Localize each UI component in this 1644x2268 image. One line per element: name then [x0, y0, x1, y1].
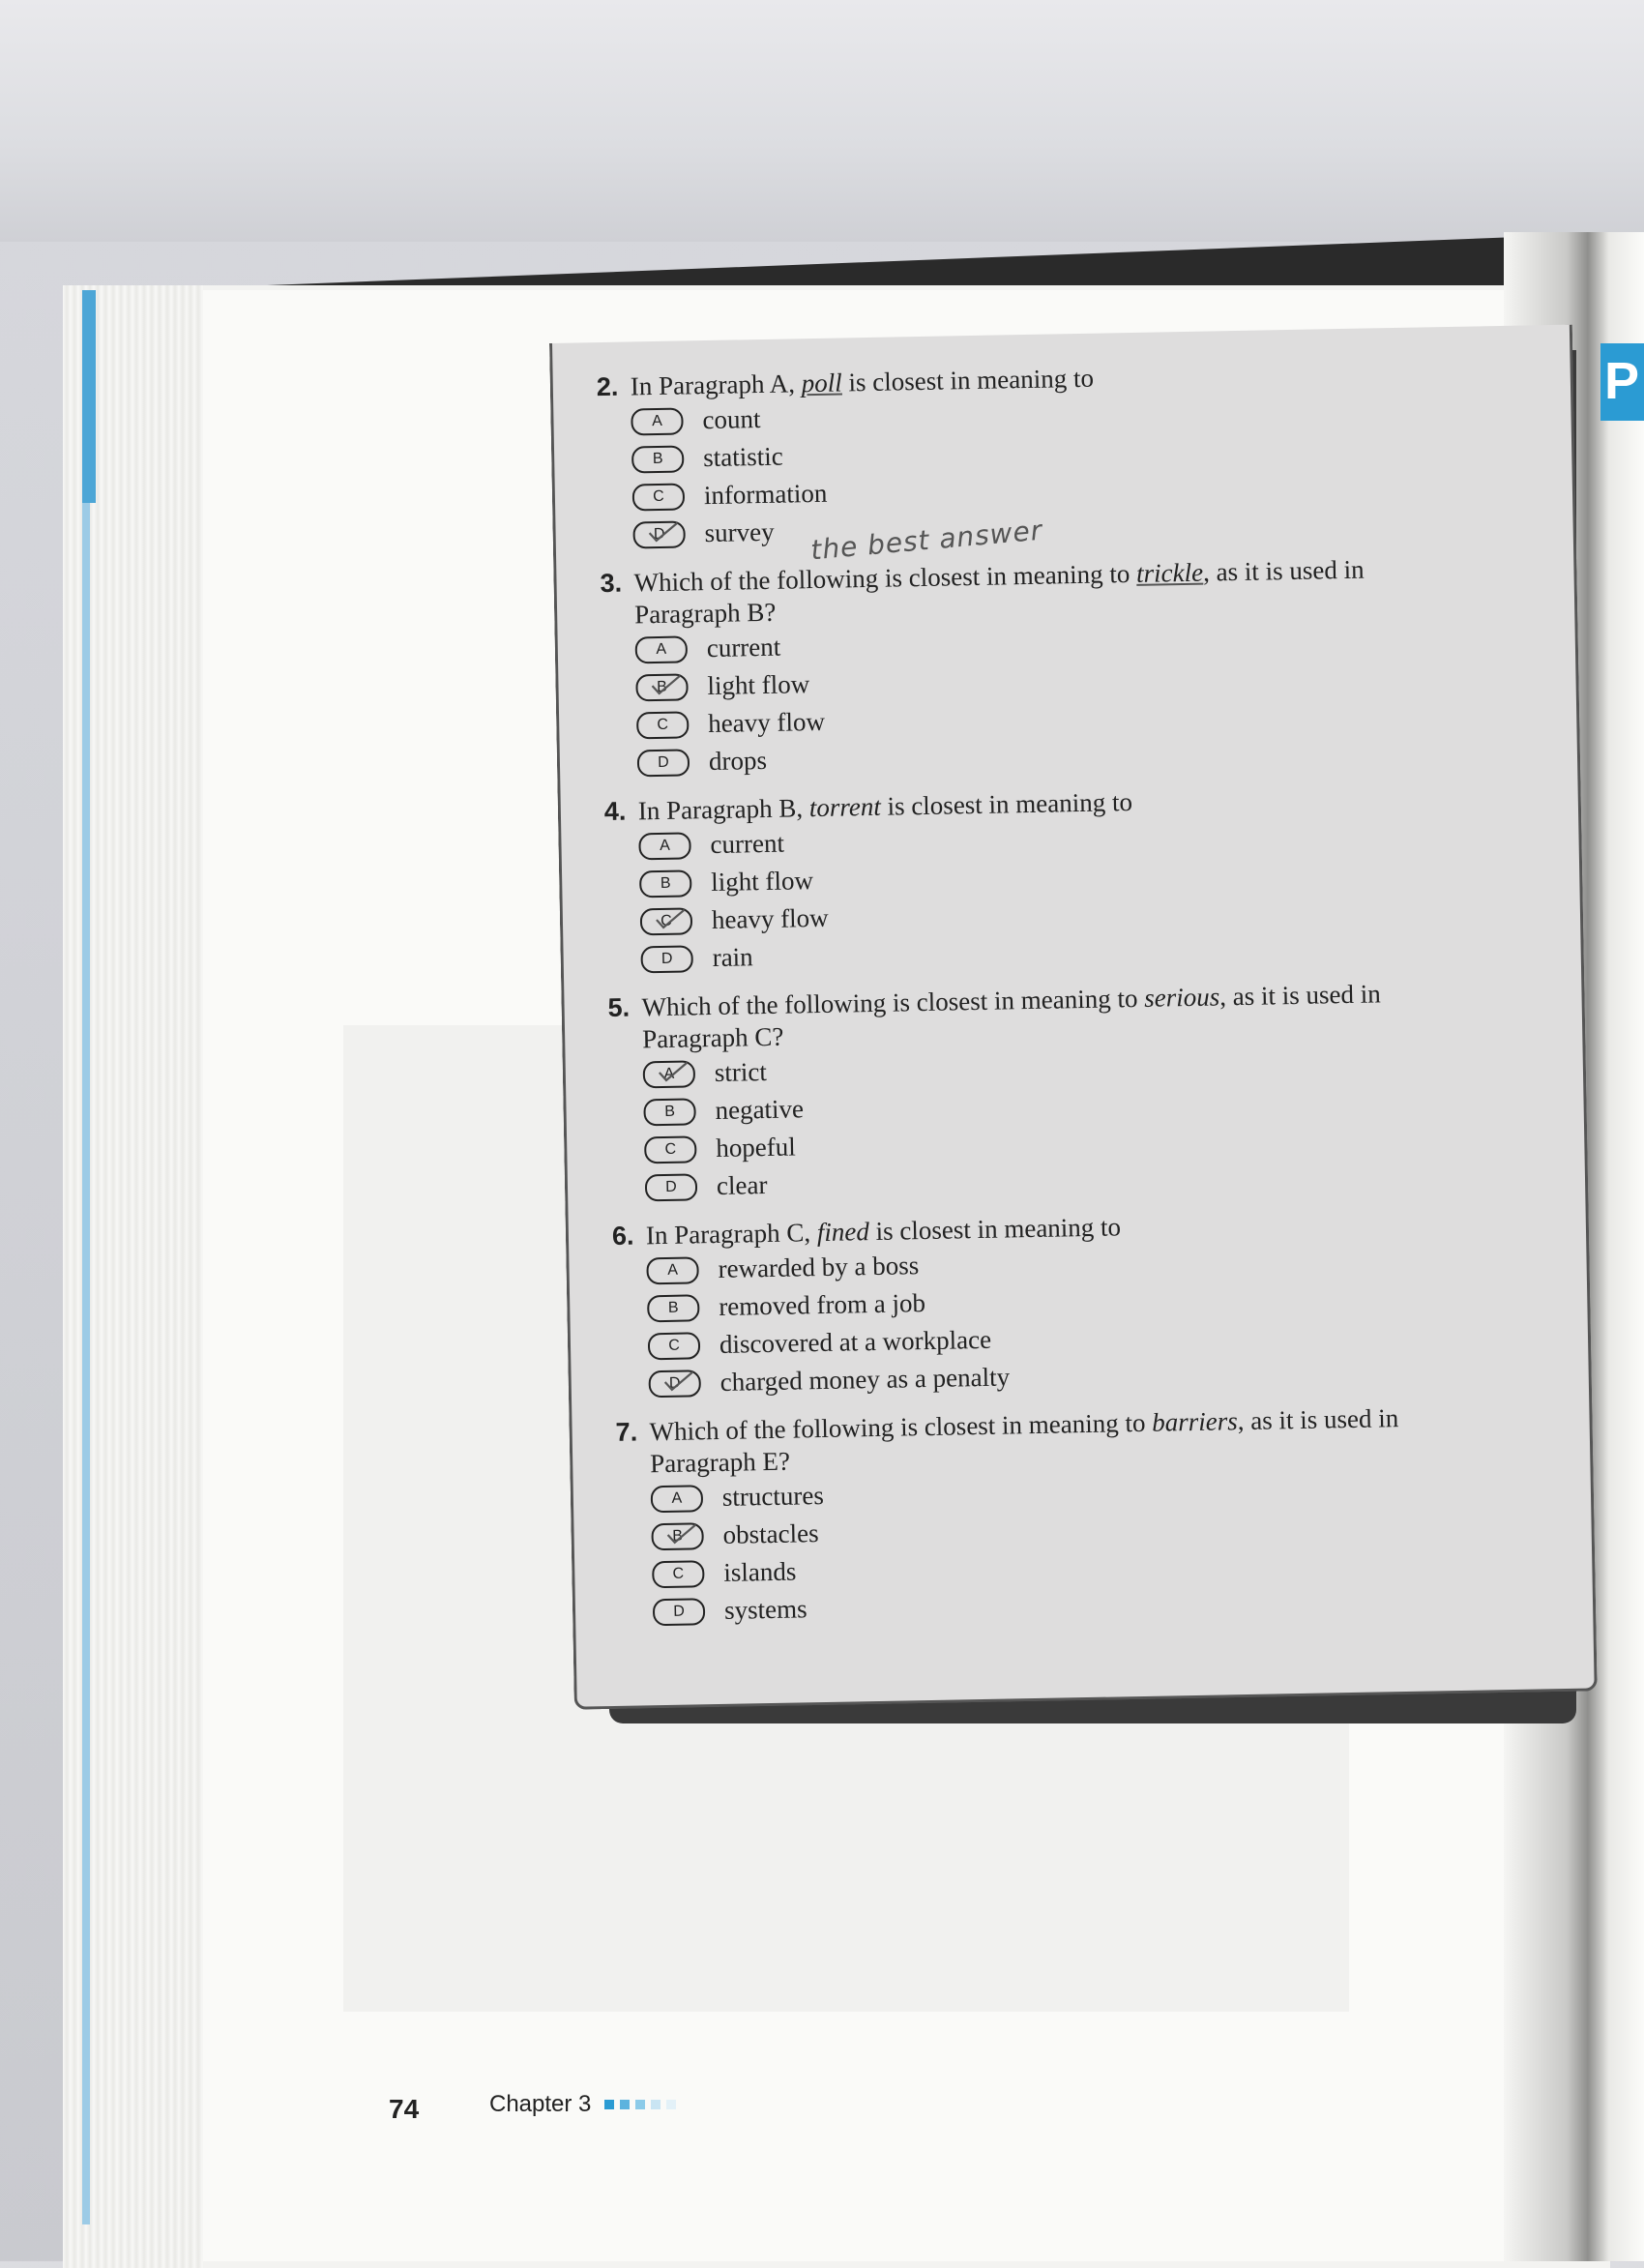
answer-bubble[interactable] — [631, 407, 684, 435]
question-text-post: , as it is used in — [1202, 554, 1365, 587]
answer-text: light flow — [707, 669, 810, 701]
answer-bubble[interactable] — [631, 445, 685, 473]
answer-letter: A — [660, 837, 671, 854]
question-text-post: is closest in meaning to — [868, 1212, 1122, 1247]
answer-letter: A — [671, 1489, 683, 1507]
answer-letter: A — [663, 1065, 675, 1082]
question-text-pre: In Paragraph A, — [630, 368, 803, 401]
question-item — [597, 354, 1567, 554]
question-text-pre: Which of the following is closest in meaning to — [641, 983, 1145, 1022]
answer-bubble[interactable] — [647, 1294, 700, 1322]
question-text-line2: Paragraph B? — [633, 597, 777, 630]
answer-letter: B — [664, 1103, 676, 1120]
question-text-post: is closest in meaning to — [841, 363, 1095, 398]
chapter-square-icon — [666, 2100, 676, 2109]
question-number: 2. — [596, 371, 619, 402]
answer-text: systems — [723, 1594, 807, 1625]
question-keyword: torrent — [808, 791, 882, 823]
answer-text: structures — [721, 1481, 825, 1512]
answer-bubble[interactable] — [643, 1060, 696, 1088]
answer-bubble[interactable] — [639, 869, 692, 898]
answer-text: survey — [704, 516, 775, 548]
question-text-post: , as it is used in — [1218, 979, 1381, 1012]
answer-letter: A — [656, 640, 667, 658]
question-keyword: fined — [816, 1217, 870, 1248]
answer-letter: B — [667, 1299, 679, 1316]
question-keyword: trickle — [1135, 557, 1204, 588]
answer-bubble[interactable] — [648, 1332, 701, 1360]
answer-text: rewarded by a boss — [718, 1251, 920, 1283]
answer-text: information — [703, 478, 828, 511]
answer-letter: C — [657, 716, 669, 733]
answer-bubble[interactable] — [635, 673, 689, 701]
answer-text: current — [710, 828, 785, 860]
chapter-square-icon — [620, 2100, 630, 2109]
question-number: 4. — [603, 796, 627, 827]
next-page-tab: P — [1600, 343, 1644, 421]
answer-text: clear — [716, 1170, 768, 1200]
question-panel — [549, 325, 1598, 1710]
question-text-line2: Paragraph E? — [649, 1446, 791, 1479]
question-item — [607, 975, 1578, 1207]
answer-letter: D — [673, 1603, 685, 1620]
answer-letter: C — [668, 1337, 680, 1354]
answer-text: removed from a job — [719, 1288, 926, 1321]
blue-tab-edge — [82, 290, 96, 503]
answer-bubble[interactable] — [638, 832, 691, 860]
chapter-square-icon — [635, 2100, 645, 2109]
chapter-square-icon — [604, 2100, 614, 2109]
answer-letter: B — [672, 1527, 684, 1545]
question-keyword: barriers — [1151, 1406, 1238, 1437]
answer-text: heavy flow — [711, 902, 829, 935]
answer-bubble[interactable] — [635, 635, 689, 663]
question-item — [604, 779, 1574, 979]
answer-bubble[interactable] — [636, 711, 690, 739]
answer-bubble[interactable] — [632, 483, 686, 511]
answer-letter: B — [652, 450, 663, 467]
answer-letter: C — [672, 1565, 685, 1582]
answer-text: negative — [715, 1094, 805, 1125]
answer-text: current — [706, 632, 781, 663]
question-text-pre: In Paragraph C, — [645, 1218, 818, 1251]
answer-bubble[interactable] — [640, 945, 693, 973]
answer-letter: D — [661, 950, 673, 967]
answer-text: rain — [712, 942, 753, 973]
answer-bubble[interactable] — [652, 1560, 705, 1588]
blue-tab-edge-lower — [82, 503, 90, 2224]
question-keyword: serious — [1143, 982, 1220, 1013]
question-number: 5. — [607, 992, 631, 1023]
answer-text: light flow — [710, 866, 814, 898]
question-list — [597, 354, 1587, 1645]
answer-text: strict — [714, 1057, 768, 1087]
answer-bubble[interactable] — [651, 1522, 704, 1550]
answer-text: discovered at a workplace — [719, 1324, 992, 1359]
question-number: 6. — [611, 1221, 634, 1251]
chapter-square-icon — [651, 2100, 661, 2109]
answer-bubble[interactable] — [646, 1256, 699, 1284]
answer-bubble[interactable] — [651, 1485, 704, 1513]
answer-bubble[interactable] — [637, 749, 690, 777]
handwritten-note: the best answer — [809, 514, 1044, 567]
answer-text: charged money as a penalty — [719, 1362, 1011, 1397]
question-item — [600, 550, 1571, 782]
answer-letter: C — [664, 1140, 677, 1158]
answer-letter: D — [668, 1374, 681, 1392]
question-text-pre: Which of the following is closest in meaning to — [633, 558, 1137, 598]
question-text-pre: Which of the following is closest in meaning to — [649, 1407, 1153, 1447]
answer-text: heavy flow — [707, 706, 826, 739]
question-text-post: is closest in meaning to — [880, 787, 1133, 821]
question-number: 7. — [615, 1417, 638, 1447]
scanner-background — [0, 0, 1644, 242]
answer-bubble[interactable] — [645, 1173, 698, 1201]
answer-text: drops — [708, 745, 768, 777]
answer-text: obstacles — [722, 1518, 819, 1549]
answer-letter: D — [665, 1178, 677, 1195]
question-keyword: poll — [801, 368, 843, 398]
question-text-post: , as it is used in — [1237, 1403, 1399, 1436]
answer-letter: C — [652, 487, 664, 505]
answer-letter: D — [653, 525, 665, 543]
question-item — [612, 1203, 1582, 1403]
answer-letter: B — [657, 678, 668, 695]
answer-text: statistic — [702, 441, 783, 473]
question-text-line2: Paragraph C? — [641, 1021, 784, 1054]
page-number: 74 — [389, 2094, 420, 2124]
answer-letter: B — [660, 874, 671, 892]
answer-bubble[interactable] — [640, 907, 693, 935]
answer-text: count — [702, 404, 761, 435]
answer-bubble[interactable] — [653, 1598, 706, 1626]
chapter-label: Chapter 3 — [489, 2091, 592, 2117]
answer-letter: D — [658, 753, 669, 771]
answer-text: hopeful — [716, 1132, 797, 1163]
answer-bubble[interactable] — [648, 1370, 701, 1398]
answer-letter: C — [661, 912, 672, 929]
answer-letter: A — [651, 412, 662, 429]
answer-bubble[interactable] — [644, 1135, 697, 1163]
question-item — [615, 1399, 1586, 1632]
answer-letter: A — [667, 1261, 679, 1279]
question-text-pre: In Paragraph B, — [637, 793, 810, 826]
question-number: 3. — [600, 568, 623, 599]
answer-bubble[interactable] — [632, 520, 686, 548]
answer-text: islands — [723, 1556, 797, 1587]
answer-bubble[interactable] — [643, 1098, 696, 1126]
